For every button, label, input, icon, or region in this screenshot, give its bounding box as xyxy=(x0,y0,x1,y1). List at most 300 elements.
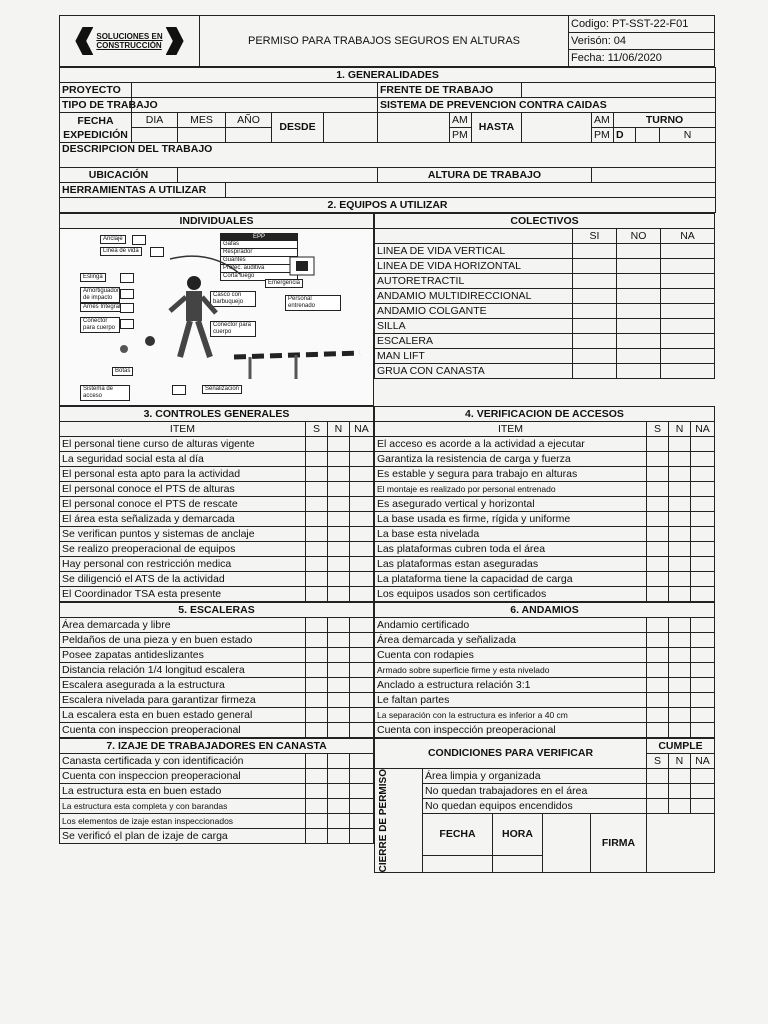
check-cell[interactable] xyxy=(306,723,328,738)
check-cell[interactable] xyxy=(660,364,714,379)
check-cell[interactable] xyxy=(660,334,714,349)
check-n[interactable] xyxy=(668,769,690,784)
check-cell[interactable] xyxy=(690,572,714,587)
check-cell[interactable] xyxy=(668,587,690,602)
check-cell[interactable] xyxy=(327,829,349,844)
section-5-title: 5. ESCALERAS xyxy=(60,603,374,618)
check-cell[interactable] xyxy=(327,467,349,482)
check-cell[interactable] xyxy=(646,437,668,452)
check-cell[interactable] xyxy=(646,648,668,663)
izaje-table xyxy=(59,738,374,844)
check-cell[interactable] xyxy=(572,364,616,379)
item-header: ITEM xyxy=(60,422,306,437)
check-s[interactable] xyxy=(646,784,668,799)
table-row xyxy=(375,678,715,693)
check-cell[interactable] xyxy=(305,587,327,602)
check-cell[interactable] xyxy=(327,542,349,557)
hora-field[interactable] xyxy=(543,814,591,873)
check-cell[interactable] xyxy=(349,572,373,587)
personal-tag: Personal entrenado xyxy=(285,295,341,311)
check-cell[interactable] xyxy=(327,437,349,452)
check-cell[interactable] xyxy=(350,618,374,633)
check-cell[interactable] xyxy=(668,572,690,587)
row-label: AUTORETRACTIL xyxy=(375,274,573,289)
cumple-header: CUMPLE xyxy=(646,739,714,754)
check-cell[interactable] xyxy=(305,467,327,482)
check-cell[interactable] xyxy=(646,693,668,708)
check-cell[interactable] xyxy=(305,572,327,587)
row-label: Hay personal con restricción medica xyxy=(60,557,306,572)
condiciones-title: CONDICIONES PARA VERIFICAR xyxy=(375,739,647,769)
check-cell[interactable] xyxy=(646,512,668,527)
row-label: El acceso es acorde a la actividad a ejecutar xyxy=(375,437,647,452)
check-cell[interactable] xyxy=(305,452,327,467)
check-cell[interactable] xyxy=(305,497,327,512)
linea-tag: Linea de vida xyxy=(100,247,142,256)
hora-value-field[interactable] xyxy=(493,856,543,873)
row-label: Garantiza la resistencia de carga y fuerza xyxy=(375,452,647,467)
fecha-field[interactable] xyxy=(423,856,493,873)
check-cell[interactable] xyxy=(646,542,668,557)
table-row xyxy=(60,693,374,708)
am-label: AM xyxy=(450,113,472,128)
check-cell[interactable] xyxy=(349,527,373,542)
check-cell[interactable] xyxy=(668,633,690,648)
table-row xyxy=(60,557,374,572)
check-cell[interactable] xyxy=(306,708,328,723)
check-cell[interactable] xyxy=(616,304,660,319)
row-label: La plataforma tiene la capacidad de carga xyxy=(375,572,647,587)
table-row xyxy=(60,633,374,648)
row-label: La escalera esta en buen estado general xyxy=(60,708,306,723)
check-cell[interactable] xyxy=(668,527,690,542)
turno-n[interactable]: N xyxy=(660,128,716,143)
row-label: La base usada es firme, rígida y uniforme xyxy=(375,512,647,527)
check-cell[interactable] xyxy=(690,497,714,512)
check-cell[interactable] xyxy=(327,769,349,784)
check-cell[interactable] xyxy=(349,587,373,602)
table-row xyxy=(375,437,715,452)
fecha-label: FECHA xyxy=(423,814,493,856)
check-s[interactable] xyxy=(646,769,668,784)
row-label: Anclado a estructura relación 3:1 xyxy=(375,678,647,693)
desde-label: DESDE xyxy=(272,113,324,143)
check-na[interactable] xyxy=(690,784,714,799)
check-cell[interactable] xyxy=(660,349,714,364)
table-row xyxy=(60,542,374,557)
row-label: El personal conoce el PTS de rescate xyxy=(60,497,306,512)
check-cell[interactable] xyxy=(668,512,690,527)
fecha-expedicion-label: FECHA EXPEDICIÓN xyxy=(60,113,132,143)
table-row xyxy=(60,527,374,542)
proyecto-field[interactable] xyxy=(132,83,378,98)
colectivos-table xyxy=(374,213,715,379)
check-cell[interactable] xyxy=(646,587,668,602)
section-controles-accesos xyxy=(59,406,715,602)
check-cell[interactable] xyxy=(646,497,668,512)
check-cell[interactable] xyxy=(572,304,616,319)
check-cell[interactable] xyxy=(690,648,714,663)
row-label: Escalera nivelada para garantizar firmeza xyxy=(60,693,306,708)
check-cell[interactable] xyxy=(305,814,327,829)
check-cell[interactable] xyxy=(349,497,373,512)
check-cell[interactable] xyxy=(327,814,349,829)
check-cell[interactable] xyxy=(305,784,327,799)
check-n[interactable] xyxy=(668,784,690,799)
check-cell[interactable] xyxy=(306,693,328,708)
table-row xyxy=(60,708,374,723)
check-cell[interactable] xyxy=(328,618,350,633)
check-cell[interactable] xyxy=(305,799,327,814)
row-label: Las plataformas estan aseguradas xyxy=(375,557,647,572)
document-title: PERMISO PARA TRABAJOS SEGUROS EN ALTURAS xyxy=(200,16,569,67)
table-row xyxy=(375,618,715,633)
check-cell[interactable] xyxy=(327,754,349,769)
check-cell[interactable] xyxy=(668,542,690,557)
check-cell[interactable] xyxy=(349,512,373,527)
row-label: Es estable y segura para trabajo en alturas xyxy=(375,467,647,482)
frente-field[interactable] xyxy=(522,83,716,98)
table-row xyxy=(60,814,374,829)
check-cell[interactable] xyxy=(668,708,690,723)
check-cell[interactable] xyxy=(690,633,714,648)
check-cell[interactable] xyxy=(306,663,328,678)
check-cell[interactable] xyxy=(349,467,373,482)
check-cell[interactable] xyxy=(349,769,373,784)
table-row xyxy=(375,289,715,304)
row-label: Se diligenció el ATS de la actividad xyxy=(60,572,306,587)
sistema-label: SISTEMA DE PREVENCION CONTRA CAIDAS xyxy=(378,98,716,113)
row-label: MAN LIFT xyxy=(375,349,573,364)
arnes-tag: Arnés Integral xyxy=(80,303,123,312)
hasta-field[interactable] xyxy=(522,113,592,143)
row-label: La base esta nivelada xyxy=(375,527,647,542)
check-cell[interactable] xyxy=(646,633,668,648)
row-label: Peldaños de una pieza y en buen estado xyxy=(60,633,306,648)
table-row xyxy=(375,452,715,467)
check-cell[interactable] xyxy=(668,678,690,693)
check-cell[interactable] xyxy=(646,527,668,542)
row-label: La estructura esta completa y con barandas xyxy=(60,799,306,814)
check-cell[interactable] xyxy=(668,482,690,497)
table-row xyxy=(60,663,374,678)
check-cell[interactable] xyxy=(305,482,327,497)
na-header: NA xyxy=(690,422,714,437)
check-na[interactable] xyxy=(690,769,714,784)
check-n[interactable] xyxy=(668,799,690,814)
tipo-field[interactable] xyxy=(132,98,378,113)
check-cell[interactable] xyxy=(660,304,714,319)
check-cell[interactable] xyxy=(305,754,327,769)
row-label: Cuenta con inspeccion preoperacional xyxy=(60,723,306,738)
check-cell[interactable] xyxy=(690,467,714,482)
turno-d-box[interactable] xyxy=(636,128,660,143)
check-cell[interactable] xyxy=(690,557,714,572)
logo-line2: CONSTRUCCIÓN xyxy=(96,41,162,50)
check-cell[interactable] xyxy=(646,467,668,482)
turno-label: TURNO xyxy=(614,113,716,128)
cierre-item: Área limpia y organizada xyxy=(423,769,647,784)
check-cell[interactable] xyxy=(660,319,714,334)
table-row xyxy=(375,512,715,527)
check-cell[interactable] xyxy=(690,482,714,497)
check-cell[interactable] xyxy=(646,572,668,587)
na-header: NA xyxy=(690,754,714,769)
table-row xyxy=(60,467,374,482)
check-cell[interactable] xyxy=(349,452,373,467)
check-cell[interactable] xyxy=(572,289,616,304)
check-cell[interactable] xyxy=(668,452,690,467)
check-cell[interactable] xyxy=(646,678,668,693)
check-cell[interactable] xyxy=(660,259,714,274)
check-cell[interactable] xyxy=(572,334,616,349)
check-cell[interactable] xyxy=(328,663,350,678)
check-cell[interactable] xyxy=(660,274,714,289)
check-cell[interactable] xyxy=(690,663,714,678)
row-label: Los equipos usados son certificados xyxy=(375,587,647,602)
check-cell[interactable] xyxy=(690,452,714,467)
codigo: Codigo: PT-SST-22-F01 xyxy=(569,16,715,33)
check-cell[interactable] xyxy=(349,829,373,844)
epp-list: EPP Gafas Respirador Guantes Protec. auditiva Corta fuego xyxy=(220,233,298,281)
check-cell[interactable] xyxy=(690,708,714,723)
check-cell[interactable] xyxy=(305,769,327,784)
check-cell[interactable] xyxy=(328,723,350,738)
altura-field[interactable] xyxy=(592,168,716,183)
check-cell[interactable] xyxy=(306,678,328,693)
check-cell[interactable] xyxy=(305,527,327,542)
row-label: El personal esta apto para la actividad xyxy=(60,467,306,482)
check-cell[interactable] xyxy=(327,497,349,512)
table-row xyxy=(60,769,374,784)
section-7-title: 7. IZAJE DE TRABAJADORES EN CANASTA xyxy=(60,739,374,754)
desde-field[interactable] xyxy=(324,113,378,143)
check-cell[interactable] xyxy=(327,452,349,467)
check-cell[interactable] xyxy=(572,319,616,334)
row-label: LINEA DE VIDA VERTICAL xyxy=(375,244,573,259)
check-cell[interactable] xyxy=(305,437,327,452)
firma-field[interactable] xyxy=(646,814,714,873)
check-cell[interactable] xyxy=(572,349,616,364)
check-cell[interactable] xyxy=(350,693,374,708)
cierre-vertical-label: CIERRE DE PERMISO xyxy=(375,769,423,873)
herramientas-field[interactable] xyxy=(226,183,716,198)
table-row xyxy=(375,572,715,587)
check-cell[interactable] xyxy=(690,678,714,693)
table-row xyxy=(375,497,715,512)
check-cell[interactable] xyxy=(660,289,714,304)
chevron-right-icon xyxy=(166,27,184,55)
check-cell[interactable] xyxy=(327,512,349,527)
check-cell[interactable] xyxy=(646,557,668,572)
section-4-title: 4. VERIFICACION DE ACCESOS xyxy=(375,407,715,422)
desde-time-field[interactable] xyxy=(378,113,450,143)
check-cell[interactable] xyxy=(646,708,668,723)
check-cell[interactable] xyxy=(328,693,350,708)
check-cell[interactable] xyxy=(327,482,349,497)
check-cell[interactable] xyxy=(646,452,668,467)
check-cell[interactable] xyxy=(327,557,349,572)
table-row xyxy=(60,784,374,799)
table-row xyxy=(375,364,715,379)
check-cell[interactable] xyxy=(350,648,374,663)
check-cell[interactable] xyxy=(572,259,616,274)
turno-d[interactable]: D xyxy=(614,128,636,143)
table-row xyxy=(60,723,374,738)
section-escaleras-andamios xyxy=(59,602,715,738)
check-cell[interactable] xyxy=(646,482,668,497)
ubicacion-field[interactable] xyxy=(178,168,378,183)
check-na[interactable] xyxy=(690,799,714,814)
table-row xyxy=(60,587,374,602)
check-cell[interactable] xyxy=(646,663,668,678)
check-cell[interactable] xyxy=(668,648,690,663)
check-cell[interactable] xyxy=(690,723,714,738)
check-cell[interactable] xyxy=(690,527,714,542)
mes-field[interactable] xyxy=(178,128,226,143)
individuales-title: INDIVIDUALES xyxy=(60,214,374,229)
check-cell[interactable] xyxy=(668,723,690,738)
check-cell[interactable] xyxy=(646,618,668,633)
row-label: La estructura esta en buen estado xyxy=(60,784,306,799)
ano-field[interactable] xyxy=(226,128,272,143)
row-label: SILLA xyxy=(375,319,573,334)
table-row xyxy=(60,648,374,663)
row-label: ANDAMIO COLGANTE xyxy=(375,304,573,319)
check-cell[interactable] xyxy=(690,437,714,452)
check-cell[interactable] xyxy=(306,618,328,633)
hasta-label: HASTA xyxy=(472,113,522,143)
row-label: ESCALERA xyxy=(375,334,573,349)
row-label: Es asegurado vertical y horizontal xyxy=(375,497,647,512)
check-cell[interactable] xyxy=(646,723,668,738)
check-cell[interactable] xyxy=(327,587,349,602)
pm-label-2: PM xyxy=(592,128,614,143)
check-cell[interactable] xyxy=(327,527,349,542)
table-row xyxy=(375,633,715,648)
cierre-item: No quedan trabajadores en el área xyxy=(423,784,647,799)
check-cell[interactable] xyxy=(327,572,349,587)
check-cell[interactable] xyxy=(350,723,374,738)
check-cell[interactable] xyxy=(616,349,660,364)
check-cell[interactable] xyxy=(616,319,660,334)
eslinga-tag: Eslinga xyxy=(80,273,106,282)
table-row xyxy=(375,259,715,274)
check-cell[interactable] xyxy=(350,633,374,648)
check-cell[interactable] xyxy=(668,693,690,708)
check-cell[interactable] xyxy=(690,693,714,708)
row-label: La separación con la estructura es inferior a 40 cm xyxy=(375,708,647,723)
check-cell[interactable] xyxy=(668,437,690,452)
s-header: S xyxy=(646,422,668,437)
n-header: N xyxy=(668,422,690,437)
check-cell[interactable] xyxy=(349,754,373,769)
check-cell[interactable] xyxy=(349,814,373,829)
row-label: GRUA CON CANASTA xyxy=(375,364,573,379)
check-cell[interactable] xyxy=(616,364,660,379)
check-cell[interactable] xyxy=(306,648,328,663)
check-cell[interactable] xyxy=(616,244,660,259)
check-cell[interactable] xyxy=(350,663,374,678)
table-row xyxy=(60,754,374,769)
check-cell[interactable] xyxy=(349,437,373,452)
row-label: Las plataformas cubren toda el área xyxy=(375,542,647,557)
check-cell[interactable] xyxy=(328,678,350,693)
table-row xyxy=(375,274,715,289)
check-cell[interactable] xyxy=(690,542,714,557)
botas-tag: Botas xyxy=(112,367,133,376)
check-cell[interactable] xyxy=(572,274,616,289)
check-cell[interactable] xyxy=(690,587,714,602)
row-label: Le faltan partes xyxy=(375,693,647,708)
check-s[interactable] xyxy=(646,799,668,814)
row-label: Área demarcada y libre xyxy=(60,618,306,633)
dia-field[interactable] xyxy=(132,128,178,143)
accesos-table xyxy=(374,406,715,602)
section-3-title: 3. CONTROLES GENERALES xyxy=(60,407,374,422)
amortiguador-tag: Amortiguador de impacto xyxy=(80,287,120,303)
check-cell[interactable] xyxy=(616,334,660,349)
check-cell[interactable] xyxy=(327,784,349,799)
conector-tag: Conector para cuerpo xyxy=(80,317,120,333)
check-cell[interactable] xyxy=(305,542,327,557)
item-header: ITEM xyxy=(375,422,647,437)
table-row xyxy=(375,693,715,708)
check-cell[interactable] xyxy=(690,618,714,633)
table-row xyxy=(60,829,374,844)
anclaje-tag: Anclaje xyxy=(100,235,126,244)
row-label: Se realizo preoperacional de equipos xyxy=(60,542,306,557)
check-cell[interactable] xyxy=(690,512,714,527)
check-cell[interactable] xyxy=(668,467,690,482)
cierre-table xyxy=(374,738,715,873)
table-row xyxy=(60,572,374,587)
colectivos-title: COLECTIVOS xyxy=(375,214,715,229)
check-cell[interactable] xyxy=(305,829,327,844)
section-1-title: 1. GENERALIDADES xyxy=(60,68,716,83)
check-cell[interactable] xyxy=(328,708,350,723)
check-cell[interactable] xyxy=(349,542,373,557)
check-cell[interactable] xyxy=(668,618,690,633)
check-cell[interactable] xyxy=(349,482,373,497)
check-cell[interactable] xyxy=(349,784,373,799)
check-cell[interactable] xyxy=(350,708,374,723)
check-cell[interactable] xyxy=(349,799,373,814)
check-cell[interactable] xyxy=(668,497,690,512)
check-cell[interactable] xyxy=(350,678,374,693)
table-row xyxy=(60,482,374,497)
table-row xyxy=(60,678,374,693)
check-cell[interactable] xyxy=(572,244,616,259)
check-cell[interactable] xyxy=(660,244,714,259)
check-cell[interactable] xyxy=(328,633,350,648)
check-cell[interactable] xyxy=(306,633,328,648)
check-cell[interactable] xyxy=(616,289,660,304)
check-cell[interactable] xyxy=(327,799,349,814)
row-label: El personal conoce el PTS de alturas xyxy=(60,482,306,497)
chevron-left-icon xyxy=(75,27,93,55)
check-cell[interactable] xyxy=(668,557,690,572)
table-row xyxy=(60,437,374,452)
check-cell[interactable] xyxy=(328,648,350,663)
check-cell[interactable] xyxy=(616,274,660,289)
check-cell[interactable] xyxy=(616,259,660,274)
check-cell[interactable] xyxy=(305,557,327,572)
check-cell[interactable] xyxy=(668,663,690,678)
controles-table xyxy=(59,406,374,602)
check-cell[interactable] xyxy=(349,557,373,572)
check-cell[interactable] xyxy=(305,512,327,527)
